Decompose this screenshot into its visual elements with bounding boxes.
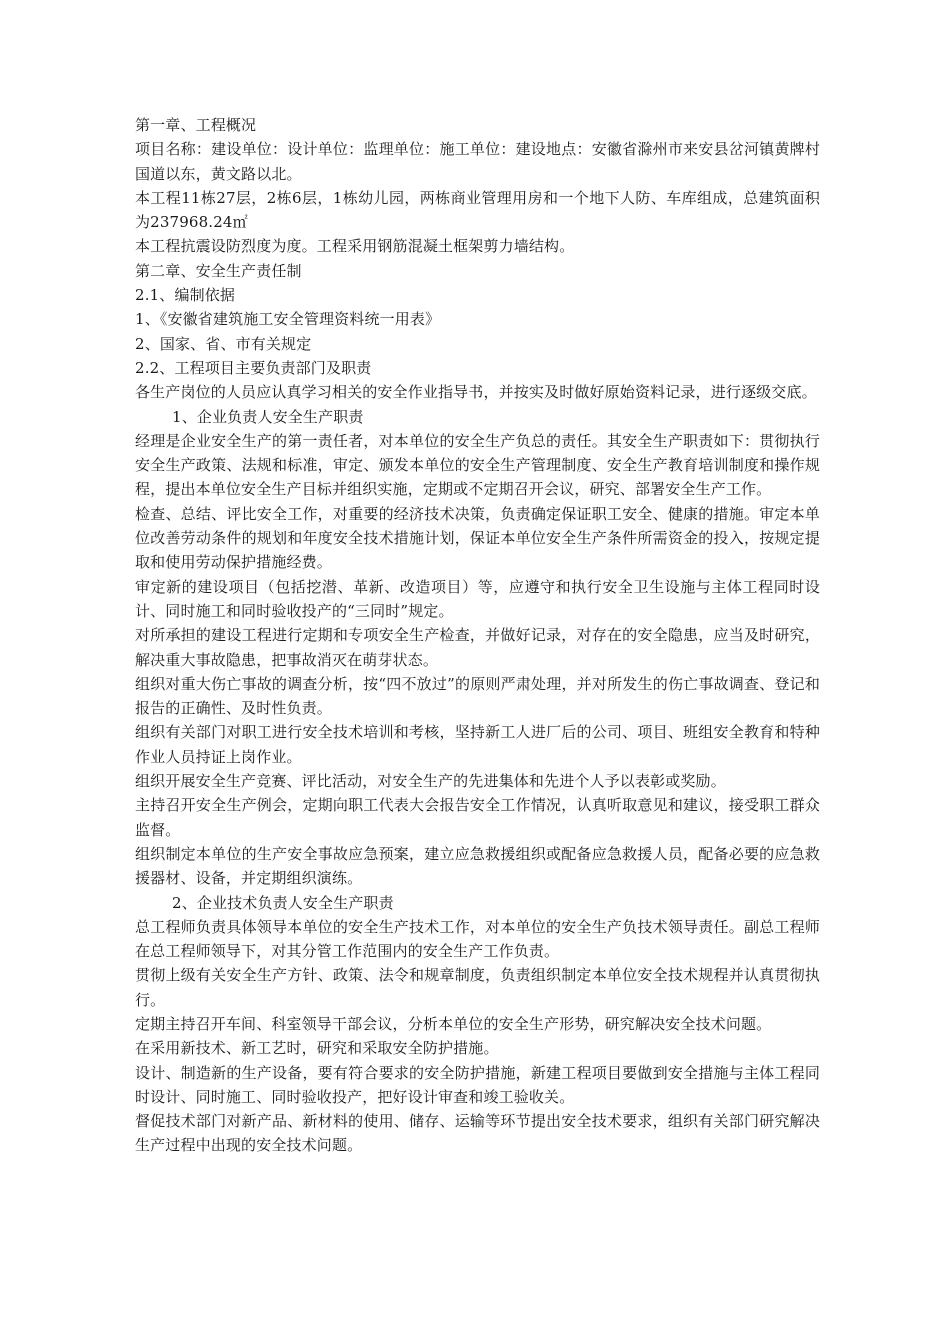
paragraph: 组织开展安全生产竞赛、评比活动，对安全生产的先进集体和先进个人予以表彰或奖励。 — [135, 772, 726, 791]
paragraph: 组织有关部门对职工进行安全技术培训和考核，坚持新工人进厂后的公司、项目、班组安全教育和特种作业人员持证上岗作业。 — [135, 723, 820, 766]
paragraph: 贯彻上级有关安全生产方针、政策、法令和规章制度，负责组织制定本单位安全技术规程并认真贯彻执行。 — [135, 966, 820, 1009]
paragraph: 定期主持召开车间、科室领导干部会议，分析本单位的安全生产形势，研究解决安全技术问题。 — [135, 1014, 772, 1033]
paragraph: 组织对重大伤亡事故的调查分析，按“四不放过”的原则严肃处理，并对所发生的伤亡事故调查、登记和报告的正确性、及时性负责。 — [135, 674, 820, 718]
paragraph: 经理是企业安全生产的第一责任者，对本单位的安全生产负总的责任。其安全生产职责如下：贯彻执行安全生产政策、法规和标准，审定、颁发本单位的安全生产管理制度、安全生产教育培训制度和操作规程，提出本单位安全生产目标并组织实施，定期或不定期召开会议，研究、部署安全生产工作。 — [135, 431, 820, 499]
paragraph: 督促技术部门对新产品、新材料的使用、储存、运输等环节提出安全技术要求，组织有关部门研究解决生产过程中出现的安全技术问题。 — [135, 1112, 820, 1155]
paragraph: 总工程师负责具体领导本单位的安全生产技术工作，对本单位的安全生产负技术领导责任。副总工程师在总工程师领导下，对其分管工作范围内的安全生产工作负责。 — [135, 917, 820, 961]
section-heading: 2、企业技术负责人安全生产职责 — [172, 893, 394, 912]
paragraph: 2.1、编制依据 — [135, 286, 236, 305]
paragraph: 本工程11栋27层，2栋6层，1栋幼儿园，两栋商业管理用房和一个地下人防、车库组成，总建筑面积为237968.24㎡ — [135, 188, 820, 232]
paragraph: 各生产岗位的人员应认真学习相关的安全作业指导书，并按实及时做好原始资料记录，进行逐级交底。 — [135, 383, 817, 402]
paragraph: 审定新的建设项目（包括挖潜、革新、改造项目）等，应遵守和执行安全卫生设施与主体工程同时设计、同时施工和同时验收投产的“三同时”规定。 — [135, 577, 820, 620]
paragraph: 2、国家、省、市有关规定 — [135, 334, 312, 353]
paragraph: 第一章、工程概况 — [135, 116, 257, 134]
paragraph: 检查、总结、评比安全工作，对重要的经济技术决策，负责确定保证职工安全、健康的措施。审定本单位改善劳动条件的规划和年度安全技术措施计划，保证本单位安全生产条件所需资金的投入，按规定提取和使用劳动保护措施经费。 — [135, 504, 820, 572]
document-body — [135, 113, 820, 1158]
paragraph: 主持召开安全生产例会，定期向职工代表大会报告安全工作情况，认真听取意见和建议，接受职工群众监督。 — [135, 796, 820, 839]
section-heading: 1、企业负责人安全生产职责 — [172, 407, 364, 426]
paragraph: 设计、制造新的生产设备，要有符合要求的安全防护措施，新建工程项目要做到安全措施与主体工程同时设计、同时施工、同时验收投产，把好设计审查和竣工验收关。 — [135, 1063, 820, 1106]
paragraph: 项目名称：建设单位：设计单位：监理单位：施工单位：建设地点：安徽省滁州市来安县岔河镇黄牌村国道以东，黄文路以北。 — [135, 140, 820, 183]
paragraph: 第二章、安全生产责任制 — [135, 261, 302, 280]
paragraph: 2.2、工程项目主要负责部门及职责 — [135, 358, 372, 377]
paragraph: 在采用新技术、新工艺时，研究和采取安全防护措施。 — [135, 1039, 499, 1058]
paragraph: 本工程抗震设防烈度为度。工程采用钢筋混凝土框架剪力墙结构。 — [135, 237, 575, 256]
paragraph: 组织制定本单位的生产安全事故应急预案，建立应急救援组织或配备应急救援人员，配备必要的应急救援器材、设备，并定期组织演练。 — [135, 844, 820, 888]
paragraph: 1、《安徽省建筑施工安全管理资料统一用表》 — [135, 310, 441, 329]
paragraph: 对所承担的建设工程进行定期和专项安全生产检查，并做好记录，对存在的安全隐患，应当及时研究，解决重大事故隐患，把事故消灭在萌芽状态。 — [135, 626, 820, 669]
